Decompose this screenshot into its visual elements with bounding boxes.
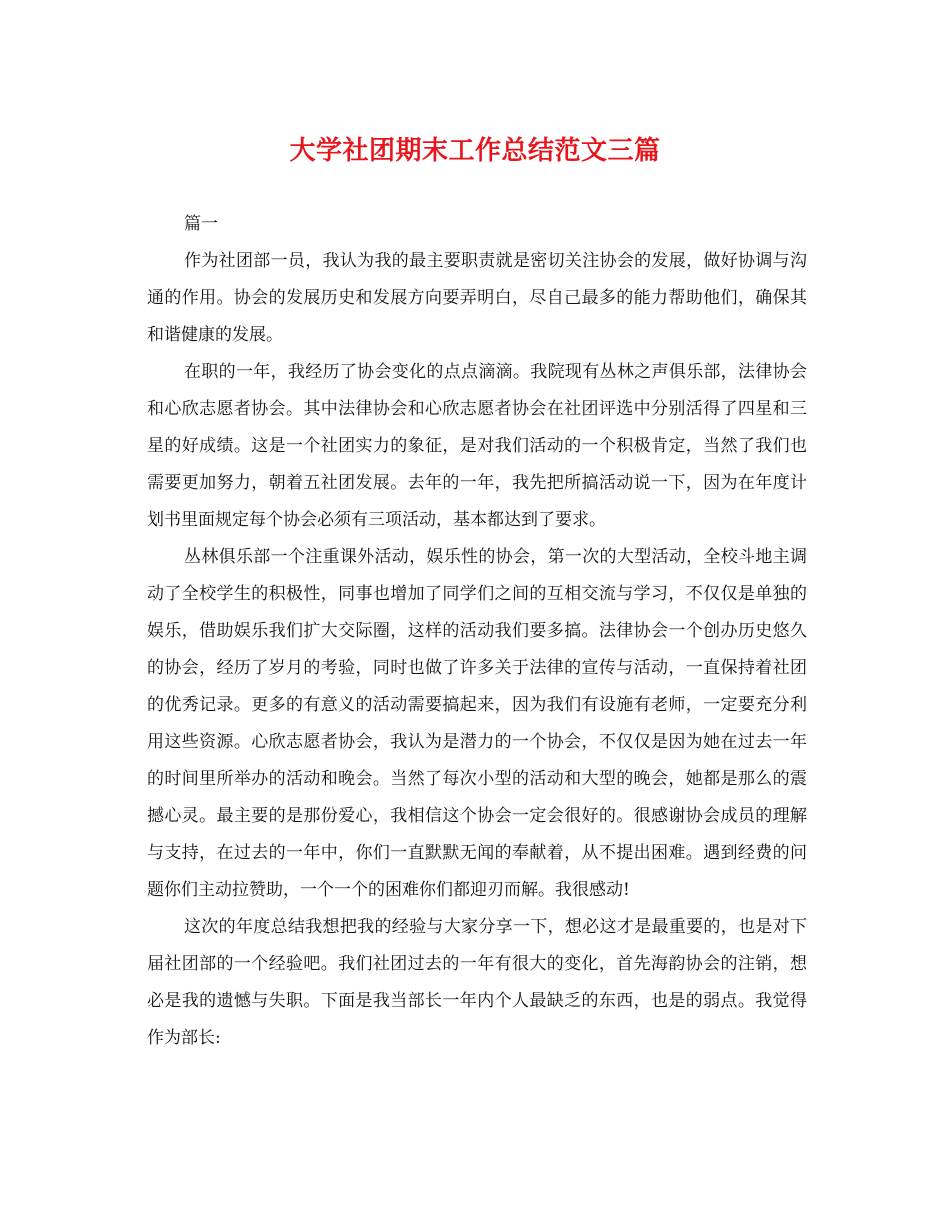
paragraph-4: 这次的年度总结我想把我的经验与大家分享一下，想必这才是最重要的，也是对下届社团部的一个经验吧。我们社团过去的一年有很大的变化，首先海韵协会的注销，想必是我的遗憾与失职。下面是我当部长一年内个人最缺乏的东西，也是的弱点。我觉得作为部长:: [147, 917, 807, 1048]
section-label: 篇一: [184, 214, 218, 234]
paragraph-2: 在职的一年，我经历了协会变化的点点滴滴。我院现有丛林之声俱乐部，法律协会和心欣志愿者协会。其中法律协会和心欣志愿者协会在社团评选中分别活得了四星和三星的好成绩。这是一个社团实力的象征，是对我们活动的一个积极肯定，当然了我们也需要更加努力，朝着五社团发展。去年的一年，我先把所搞活动说一下，因为在年度计划书里面规定每个协会必须有三项活动，基本都达到了要求。: [147, 362, 807, 530]
paragraph-1: 作为社团部一员，我认为我的最主要职责就是密切关注协会的发展，做好协调与沟通的作用。协会的发展历史和发展方向要弄明白，尽自己最多的能力帮助他们，确保其和谐健康的发展。: [147, 251, 807, 345]
document-body: [147, 206, 807, 1057]
document-title: 大学社团期末工作总结范文三篇: [289, 136, 661, 166]
paragraph-3: 丛林俱乐部一个注重课外活动，娱乐性的协会，第一次的大型活动，全校斗地主调动了全校学生的积极性，同事也增加了同学们之间的互相交流与学习，不仅仅是单独的娱乐，借助娱乐我们扩大交际圈，这样的活动我们要多搞。法律协会一个创办历史悠久的协会，经历了岁月的考验，同时也做了许多关于法律的宣传与活动，一直保持着社团的优秀记录。更多的有意义的活动需要搞起来，因为我们有设施有老师，一定要充分利用这些资源。心欣志愿者协会，我认为是潜力的一个协会，不仅仅是因为她在过去一年的时间里所举办的活动和晚会。当然了每次小型的活动和大型的晚会，她都是那么的震撼心灵。最主要的是那份爱心，我相信这个协会一定会很好的。很感谢协会成员的理解与支持，在过去的一年中，你们一直默默无闻的奉献着，从不提出困难。遇到经费的问题你们主动拉赞助，一个一个的困难你们都迎刃而解。我很感动!: [147, 547, 807, 900]
